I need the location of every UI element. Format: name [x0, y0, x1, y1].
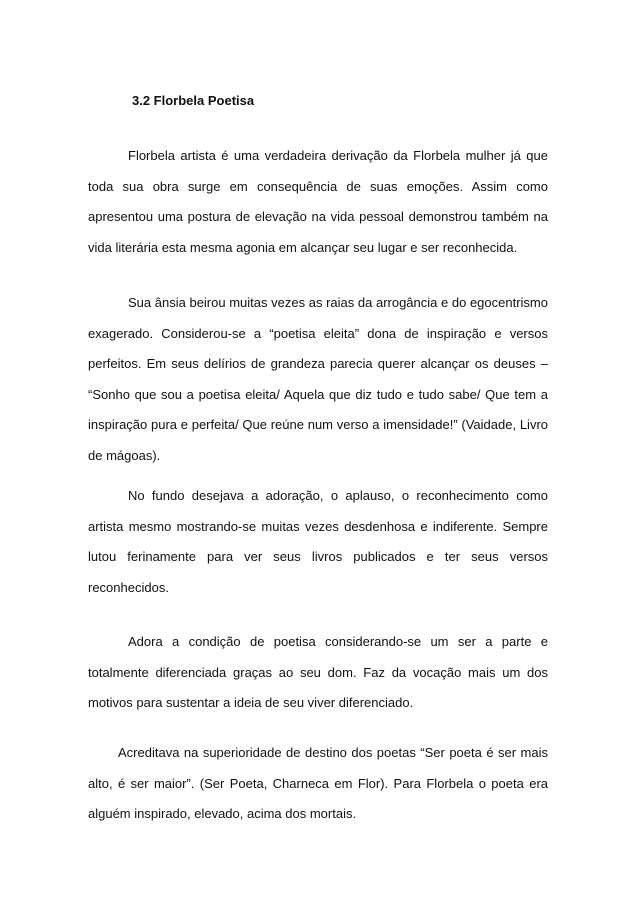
paragraph: No fundo desejava a adoração, o aplauso, o reconhecimento como artista mesmo mostrando-se muitas vezes desdenhosa e indiferente. Sempre lutou ferinamente para ver seus livros publicados e ter seus versos reconhecidos. — [88, 488, 548, 595]
paragraph: Adora a condição de poetisa considerando-se um ser a parte e totalmente diferenciada graças ao seu dom. Faz da vocação mais um dos motivos para sustentar a ideia de seu viver diferenciado. — [88, 634, 548, 710]
paragraph: Acreditava na superioridade de destino dos poetas “Ser poeta é ser mais alto, é ser maior”. (Ser Poeta, Charneca em Flor). Para Florbela o poeta era alguém inspirado, elevado, acima dos mortais. — [88, 745, 548, 821]
section-heading: 3.2 Florbela Poetisa — [132, 93, 255, 108]
paragraph: Sua ânsia beirou muitas vezes as raias da arrogância e do egocentrismo exagerado. Considerou-se a “poetisa eleita” dona de inspiração e versos perfeitos. Em seus delírios de grandeza parecia querer alcançar os deuses – “Sonho que sou a poetisa eleita/ Aquela que diz tudo e tudo sabe/ Que tem a inspiração pura e perfeita/ Que reúne num verso a imensidade!” (Vaidade, Livro de mágoas). — [88, 295, 548, 463]
paragraph: Florbela artista é uma verdadeira derivação da Florbela mulher já que toda sua obra surge em consequência de suas emoções. Assim como apresentou uma postura de elevação na vida pessoal demonstrou também na vida literária esta mesma agonia em alcançar seu lugar e ser reconhecida. — [88, 148, 548, 255]
